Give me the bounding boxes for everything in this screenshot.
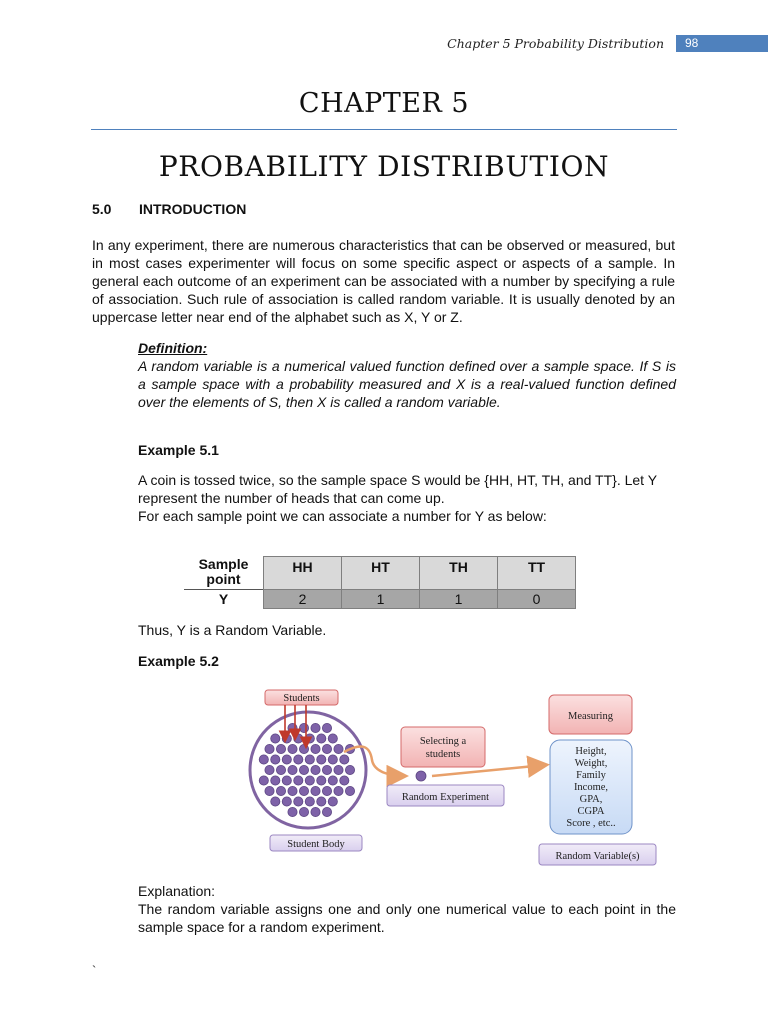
random-variables-label: Random Variable(s) <box>555 851 640 862</box>
student-dot <box>340 755 349 764</box>
section-number: 5.0 <box>92 201 112 217</box>
measure-item: Income, <box>573 782 609 793</box>
selecting-students-box <box>401 727 485 767</box>
measure-item: Family <box>576 770 606 781</box>
example-1-heading: Example 5.1 <box>138 442 219 458</box>
student-dot <box>340 776 349 785</box>
students-label: Students <box>283 693 320 704</box>
student-dot <box>305 776 314 785</box>
student-dot <box>282 755 291 764</box>
student-dot <box>259 755 268 764</box>
student-dot <box>322 807 331 816</box>
student-dot <box>317 734 326 743</box>
example-1-line-2: For each sample point we can associate a number for Y as below: <box>138 508 547 524</box>
student-dot <box>345 786 354 795</box>
student-dot <box>299 744 308 753</box>
example-1-text <box>138 471 678 525</box>
measure-item: Weight, <box>574 758 608 769</box>
random-experiment-label: Random Experiment <box>401 792 490 803</box>
student-dot <box>282 776 291 785</box>
student-dot <box>276 744 285 753</box>
definition-label: Definition: <box>138 340 208 356</box>
student-dot <box>271 776 280 785</box>
student-dot <box>311 786 320 795</box>
table-cell: 0 <box>498 590 576 609</box>
student-dot <box>317 755 326 764</box>
student-dot <box>334 744 343 753</box>
intro-paragraph: In any experiment, there are numerous characteristics that can be observed or measured, but in most cases experimenter will focus on some specific aspect or aspects of a sample. In general each outcome of an experiment can be associated with a number by specifying a rule of association. Such rule of association is called random variable. It is usually denoted by an uppercase letter near end of the alphabet such as X, Y or Z. <box>92 237 675 325</box>
student-dot <box>276 786 285 795</box>
student-dot <box>317 797 326 806</box>
student-dot <box>328 755 337 764</box>
table-cell: TT <box>498 557 576 590</box>
student-dot <box>299 807 308 816</box>
measure-item: Height, <box>575 746 607 757</box>
measuring-label: Measuring <box>568 711 613 722</box>
student-dot <box>271 797 280 806</box>
explanation-text: The random variable assigns one and only one numerical value to each point in the sample space for a random experiment. <box>138 901 676 935</box>
section-heading <box>92 201 246 217</box>
student-dot <box>305 797 314 806</box>
student-dot <box>288 765 297 774</box>
student-dot <box>259 776 268 785</box>
student-dot <box>305 755 314 764</box>
student-dot <box>345 765 354 774</box>
student-dot <box>288 807 297 816</box>
student-dot <box>311 807 320 816</box>
explanation-label: Explanation: <box>138 883 216 899</box>
measure-item: GPA, <box>579 794 603 805</box>
student-dot <box>334 786 343 795</box>
student-dot <box>322 786 331 795</box>
sample-point-table <box>184 556 576 609</box>
table-row <box>184 590 576 609</box>
student-dot <box>299 723 308 732</box>
row-label-sample-point: Sample point <box>198 555 249 587</box>
measure-item: CGPA <box>577 806 605 817</box>
student-dot <box>311 744 320 753</box>
selecting-line-2: students <box>425 749 461 760</box>
selected-student-dot <box>416 771 426 781</box>
table-cell: TH <box>420 557 498 590</box>
student-dot <box>322 765 331 774</box>
student-dot <box>328 734 337 743</box>
table-cell: 2 <box>264 590 342 609</box>
student-dot <box>294 776 303 785</box>
student-dot <box>294 797 303 806</box>
student-dot <box>288 744 297 753</box>
selecting-line-1: Selecting a <box>419 736 467 747</box>
table-cell: 1 <box>342 590 420 609</box>
section-title: INTRODUCTION <box>139 201 247 217</box>
student-dot <box>282 734 291 743</box>
student-dot <box>328 797 337 806</box>
chapter-divider <box>91 129 677 130</box>
student-dot <box>299 786 308 795</box>
table-cell: HH <box>264 557 342 590</box>
student-dot <box>265 744 274 753</box>
explanation-block <box>138 882 676 936</box>
student-dot <box>276 765 285 774</box>
stray-mark: ` <box>92 963 97 978</box>
chapter-number: CHAPTER 5 <box>298 88 470 119</box>
student-dot <box>271 734 280 743</box>
example-1-line-1: A coin is tossed twice, so the sample space S would be {HH, HT, TH, and TT}. Let Y represent the number of heads that can come up. <box>138 472 657 506</box>
definition-block <box>138 339 676 411</box>
student-dot <box>334 765 343 774</box>
student-body-label: Student Body <box>287 839 345 850</box>
page-number-badge: 98 <box>676 35 768 52</box>
example-2-heading: Example 5.2 <box>138 653 219 669</box>
student-dot <box>265 786 274 795</box>
student-dot <box>294 755 303 764</box>
student-dot <box>322 723 331 732</box>
table-cell: 1 <box>420 590 498 609</box>
measure-item: Score , etc.. <box>566 818 616 829</box>
random-variable-diagram <box>240 684 670 870</box>
student-dot <box>328 776 337 785</box>
table-cell: HT <box>342 557 420 590</box>
student-dot <box>265 765 274 774</box>
definition-text: A random variable is a numerical valued function defined over a sample space. If S is a sample space with a probability measured and X is a real-valued function defined over the elements of S, then X is called a random variable. <box>138 358 676 410</box>
chapter-title: PROBABILITY DISTRIBUTION <box>158 150 610 183</box>
student-dot <box>271 755 280 764</box>
student-dot <box>311 765 320 774</box>
student-dot <box>311 723 320 732</box>
running-header-title: Chapter 5 Probability Distribution <box>447 36 664 51</box>
student-dot <box>299 765 308 774</box>
student-dot <box>317 776 326 785</box>
table-row <box>184 557 576 590</box>
example-1-conclusion: Thus, Y is a Random Variable. <box>138 622 327 638</box>
row-label-y: Y <box>184 590 264 609</box>
student-dot <box>288 786 297 795</box>
student-dot <box>282 797 291 806</box>
student-dot <box>322 744 331 753</box>
